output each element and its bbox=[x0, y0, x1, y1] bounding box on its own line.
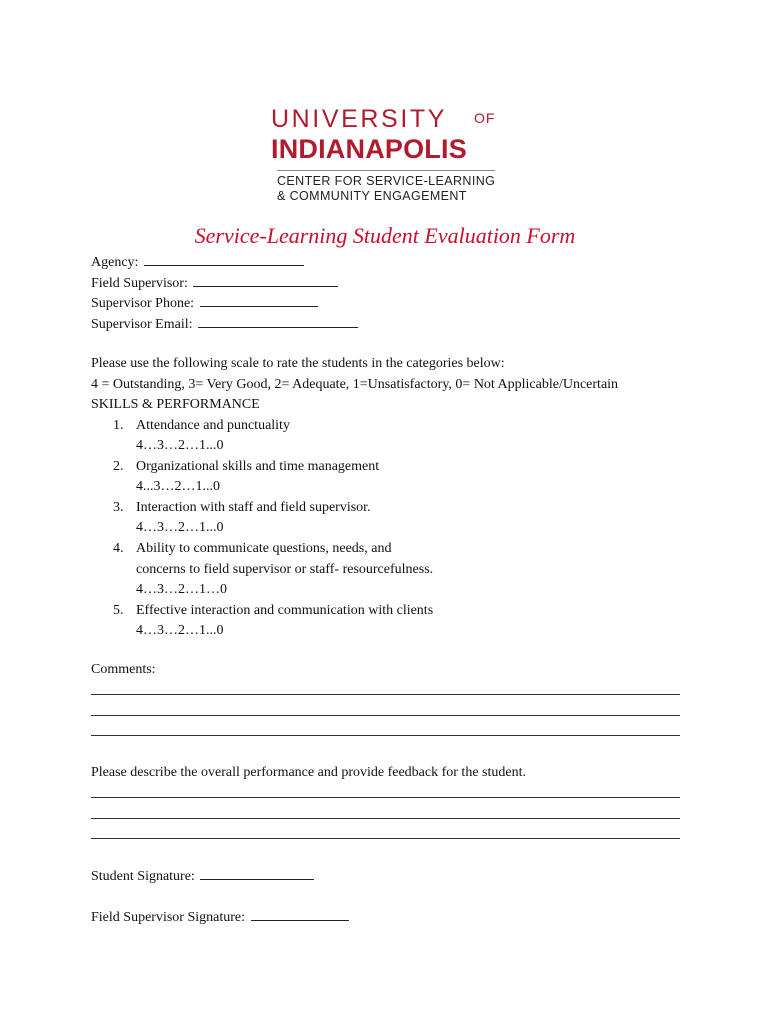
logo-center-text: CENTER FOR SERVICE-LEARNING bbox=[277, 174, 496, 188]
supervisor-phone-label: Supervisor Phone: bbox=[91, 296, 195, 311]
comments-line[interactable] bbox=[91, 694, 680, 695]
scale-intro: Please use the following scale to rate the students in the categories below: bbox=[91, 356, 505, 371]
item-number: 1. bbox=[113, 418, 124, 433]
student-signature-blank[interactable] bbox=[200, 865, 314, 880]
feedback-label: Please describe the overall performance and provide feedback for the student. bbox=[91, 765, 526, 780]
logo-of-text: OF bbox=[474, 110, 496, 126]
item-label-continued: concerns to field supervisor or staff- resourcefulness. bbox=[136, 562, 434, 577]
item-rating-scale[interactable]: 4…3…2…1...0 bbox=[136, 520, 224, 535]
agency-label: Agency: bbox=[91, 255, 139, 270]
field-supervisor-label: Field Supervisor: bbox=[91, 276, 188, 291]
logo-indianapolis-text: INDIANAPOLIS bbox=[271, 134, 467, 164]
item-label: Organizational skills and time management bbox=[136, 459, 380, 474]
item-number: 5. bbox=[113, 603, 124, 618]
field-supervisor-field bbox=[91, 272, 338, 294]
comments-line[interactable] bbox=[91, 715, 680, 716]
section-heading: SKILLS & PERFORMANCE bbox=[91, 397, 260, 412]
form-title: Service-Learning Student Evaluation Form bbox=[194, 223, 576, 248]
logo-divider bbox=[277, 170, 495, 171]
item-rating-scale[interactable]: 4...3…2…1...0 bbox=[136, 479, 220, 494]
item-label: Ability to communicate questions, needs, and bbox=[136, 541, 392, 556]
student-signature-label: Student Signature: bbox=[91, 869, 195, 884]
feedback-line[interactable] bbox=[91, 797, 680, 798]
supervisor-phone-field bbox=[91, 292, 318, 314]
item-label: Attendance and punctuality bbox=[136, 418, 290, 433]
supervisor-email-field bbox=[91, 313, 358, 335]
comments-label: Comments: bbox=[91, 662, 156, 677]
feedback-line[interactable] bbox=[91, 838, 680, 839]
item-number: 4. bbox=[113, 541, 124, 556]
scale-legend: 4 = Outstanding, 3= Very Good, 2= Adequate, 1=Unsatisfactory, 0= Not Applicable/Uncertain bbox=[91, 377, 619, 392]
logo-university-text: UNIVERSITY bbox=[271, 105, 448, 133]
item-number: 3. bbox=[113, 500, 124, 515]
item-rating-scale[interactable]: 4…3…2…1...0 bbox=[136, 438, 224, 453]
logo-community-text: & COMMUNITY ENGAGEMENT bbox=[277, 189, 467, 203]
field-supervisor-signature-label: Field Supervisor Signature: bbox=[91, 910, 245, 925]
field-supervisor-signature-blank[interactable] bbox=[251, 906, 349, 921]
item-rating-scale[interactable]: 4…3…2…1...0 bbox=[136, 623, 224, 638]
supervisor-email-label: Supervisor Email: bbox=[91, 317, 193, 332]
field-supervisor-blank[interactable] bbox=[193, 272, 338, 287]
item-label: Effective interaction and communication with clients bbox=[136, 603, 434, 618]
supervisor-email-blank[interactable] bbox=[198, 313, 358, 328]
item-label: Interaction with staff and field supervisor. bbox=[136, 500, 371, 515]
item-rating-scale[interactable]: 4…3…2…1…0 bbox=[136, 582, 227, 597]
supervisor-phone-blank[interactable] bbox=[200, 292, 318, 307]
field-supervisor-signature-field bbox=[91, 906, 349, 928]
comments-line[interactable] bbox=[91, 735, 680, 736]
agency-field bbox=[91, 251, 304, 273]
student-signature-field bbox=[91, 865, 314, 887]
feedback-line[interactable] bbox=[91, 818, 680, 819]
agency-blank[interactable] bbox=[144, 251, 304, 266]
item-number: 2. bbox=[113, 459, 124, 474]
